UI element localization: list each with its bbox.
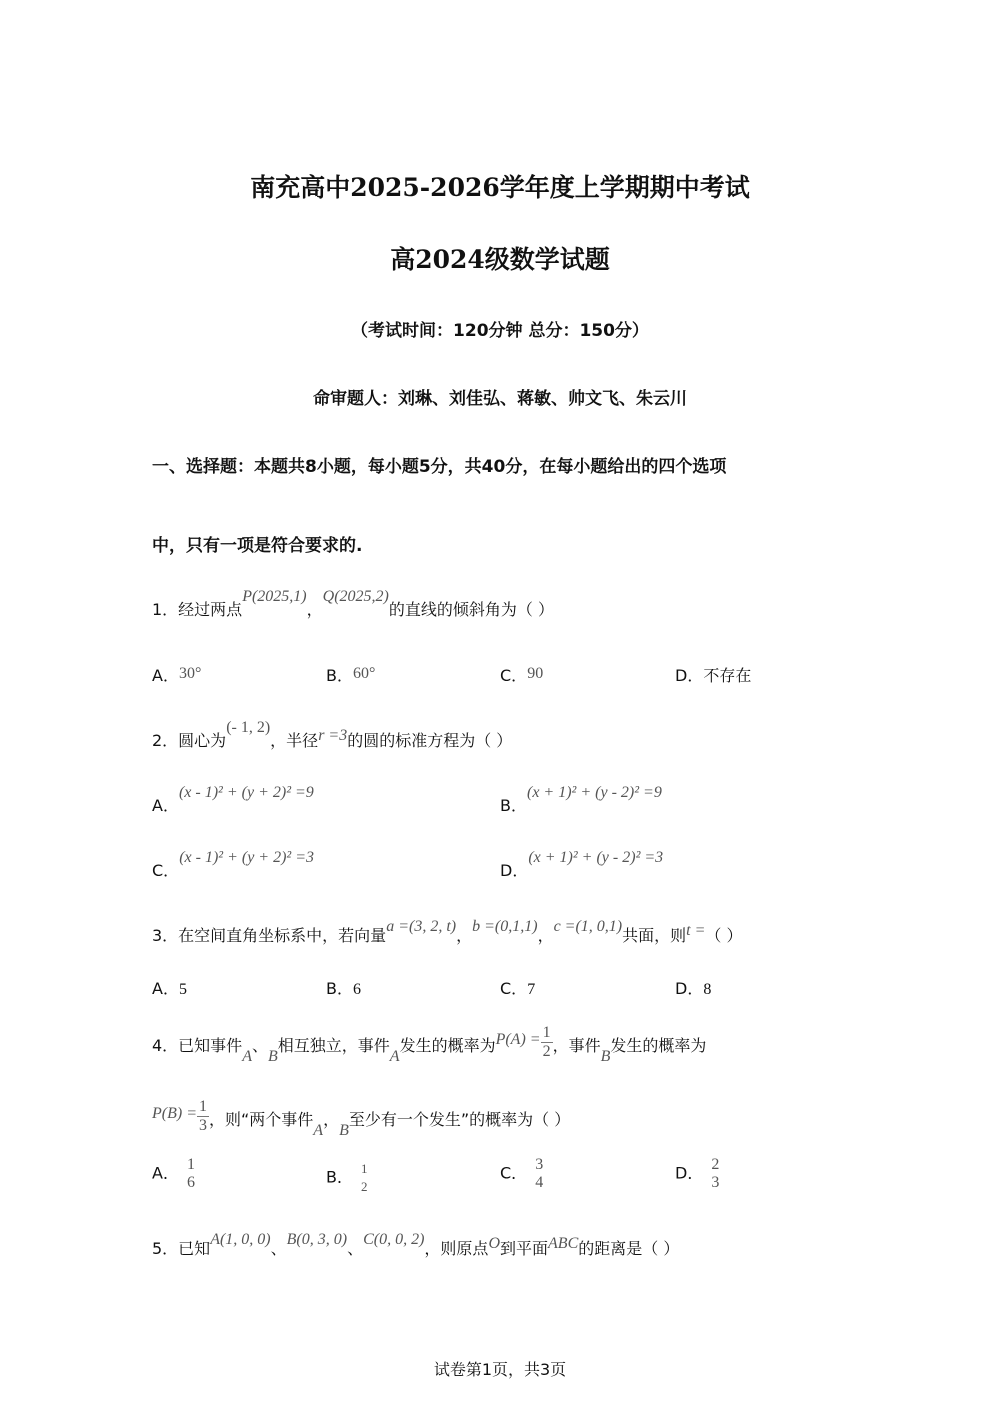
question-4-line1: 4．已知事件A、B相互独立，事件A发生的概率为P(A) = $\frac{1}{2}$ ，事件B发生的概率为 (152, 1024, 707, 1065)
q2-option-a: A．(x - 1)² + (y + 2)² =9 (152, 784, 314, 815)
question-1 (152, 588, 554, 620)
section-heading-line2: 中，只有一项是符合要求的. (152, 536, 363, 556)
q2-option-b: B．(x + 1)² + (y - 2)² =9 (500, 784, 662, 815)
exam-info: （考试时间：120分钟 总分：150分） (351, 321, 649, 341)
q1-postfix: 的直线的倾斜角为（ ） (388, 600, 554, 619)
q4-option-d: D． 2 3 (675, 1156, 720, 1191)
q3-vector-a: a =(3, 2, t) (386, 918, 457, 935)
q5-plane: ABC (548, 1235, 579, 1252)
q1-prefix: 1．经过两点 (152, 600, 243, 619)
q4-event-a: A (242, 1048, 252, 1065)
q1-sep: ， (306, 600, 323, 619)
q3-mid: 共面，则 (622, 926, 687, 945)
q2-prefix: 2．圆心为 (152, 731, 227, 750)
q3-vector-c: c =(1, 0,1) (553, 918, 623, 935)
q4-pa-fraction: $\frac{1}{2}$ (542, 1024, 551, 1060)
q2-mid: ，半径 (270, 731, 319, 750)
q3-sep2: ， (537, 926, 554, 945)
question-4-line2: P(B) = $\frac{1}{3}$ ，则“两个事件A，B至少有一个发生”的概率为（ ） (152, 1098, 571, 1139)
q5-origin: O (488, 1235, 500, 1252)
q4-pb: P(B) = (152, 1105, 197, 1122)
q1-option-d: D．不存在 (675, 666, 752, 685)
q2-option-c: C．(x - 1)² + (y + 2)² =3 (152, 849, 315, 880)
q3-postfix: （ ） (705, 926, 743, 945)
q3-sep1: ， (456, 926, 473, 945)
q3-option-d: D．8 (675, 979, 712, 998)
q5-point-c: C(0, 0, 2) (363, 1231, 425, 1248)
q3-vector-b: b =(0,1,1) (472, 918, 538, 935)
q1-point-p: P(2025,1) (242, 588, 307, 605)
q4-option-a: A． 1 6 (152, 1156, 195, 1191)
q2-option-d: D．(x + 1)² + (y - 2)² =3 (500, 849, 664, 880)
q4-pb-fraction: $\frac{1}{3}$ (199, 1098, 207, 1134)
q4-event-b: B (267, 1048, 278, 1065)
q1-point-q: Q(2025,2) (322, 588, 389, 605)
q3-option-c: C．7 (500, 979, 536, 998)
q1-option-b: B．60° (326, 665, 376, 685)
authors: 命审题人：刘琳、刘佳弘、蒋敏、帅文飞、朱云川 (313, 389, 687, 409)
exam-title: 南充高中2025-2026学年度上学期期中考试 (250, 173, 750, 202)
q1-option-a: A．30° (152, 665, 202, 685)
question-3 (152, 918, 743, 946)
exam-subtitle: 高2024级数学试题 (390, 245, 610, 274)
q3-prefix: 3．在空间直角坐标系中，若向量 (152, 926, 387, 945)
q1-option-c: C．90 (500, 665, 544, 685)
q3-option-a: A．5 (152, 979, 187, 998)
q4-option-c: C． 3 4 (500, 1156, 544, 1191)
page-footer: 试卷第1页，共3页 (433, 1360, 567, 1379)
q5-point-a: A(1, 0, 0) (210, 1231, 271, 1248)
q2-radius: r =3 (318, 727, 348, 744)
section-heading-line1: 一、选择题：本题共8小题，每小题5分，共40分，在每小题给出的四个选项 (152, 457, 727, 477)
question-5: 5．已知A(1, 0, 0)、B(0, 3, 0)、C(0, 0, 2)，则原点O到平面ABC的距离是（ ） (152, 1231, 680, 1258)
q3-option-b: B．6 (326, 979, 361, 998)
q4-option-b: B． 1 2 (326, 1161, 368, 1194)
q2-postfix: 的圆的标准方程为（ ） (347, 731, 513, 750)
q4-pa: P(A) = (495, 1031, 541, 1048)
q5-point-b: B(0, 3, 0) (286, 1231, 348, 1248)
question-2 (152, 719, 513, 751)
q3-t: t = (686, 922, 706, 939)
q2-center: (- 1, 2) (226, 719, 271, 736)
